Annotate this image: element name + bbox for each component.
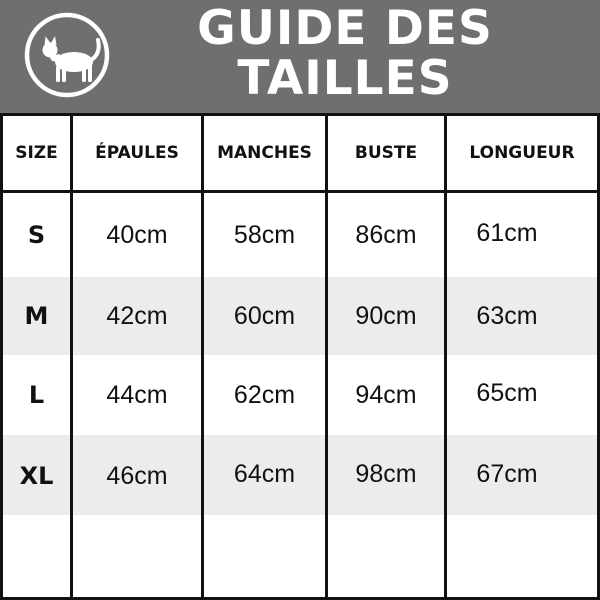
table-cell: 40cm (106, 220, 168, 249)
title-line-1: GUIDE DES (197, 1, 493, 56)
column-header-longueur: LONGUEUR (469, 143, 575, 163)
table-cell: 98cm (355, 459, 417, 488)
table-cell: 67cm (476, 459, 538, 488)
column-header-epaules: ÉPAULES (95, 143, 179, 163)
table-cell: 63cm (476, 301, 538, 330)
table-cell: 62cm (233, 380, 296, 409)
column-header-buste: BUSTE (354, 143, 418, 163)
cat-silhouette-icon (22, 10, 112, 100)
table-cell: 58cm (233, 220, 296, 249)
table-cell: 65cm (476, 378, 538, 407)
table-cell: 90cm (355, 301, 417, 330)
table-cell: 61cm (476, 218, 538, 247)
table-cell: 46cm (106, 461, 168, 490)
header-divider (0, 190, 600, 193)
empty-row-band (0, 515, 600, 600)
size-label: L (28, 381, 45, 409)
size-label: XL (19, 462, 54, 490)
table-cell: 60cm (233, 301, 296, 330)
size-label: S (27, 221, 46, 249)
table-cell: 44cm (106, 380, 168, 409)
title-line-2: TAILLES (237, 51, 453, 106)
table-cell: 94cm (355, 380, 417, 409)
table-cell: 86cm (355, 220, 417, 249)
column-header-manches: MANCHES (217, 143, 312, 163)
page-title (120, 1, 570, 106)
size-label: M (24, 302, 49, 330)
table-cell: 42cm (106, 301, 168, 330)
column-header-size: SIZE (15, 143, 58, 163)
header-banner (0, 0, 600, 113)
table-cell: 64cm (233, 459, 296, 488)
